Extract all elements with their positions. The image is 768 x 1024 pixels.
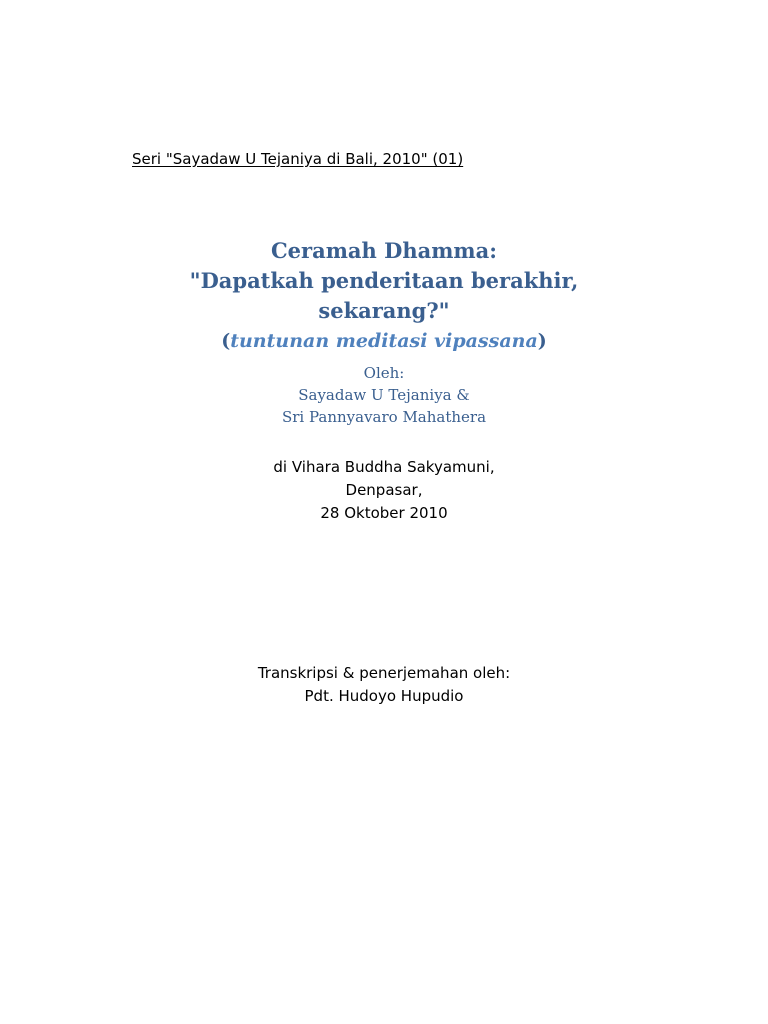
author-2: Sri Pannyavaro Mahathera	[281, 408, 487, 426]
subtitle-open-paren: (	[221, 330, 231, 352]
venue-block	[0, 456, 768, 525]
venue-line-1: di Vihara Buddha Sakyamuni,	[273, 458, 495, 476]
title-block	[0, 236, 768, 356]
venue-line-2: Denpasar,	[345, 481, 423, 499]
subtitle	[0, 326, 768, 356]
subtitle-text: tuntunan meditasi vipassana	[230, 330, 538, 352]
event-date: 28 Oktober 2010	[320, 504, 448, 522]
title-line-2: "Dapatkah penderitaan berakhir,	[189, 268, 579, 293]
title-line-1: Ceramah Dhamma:	[270, 238, 498, 263]
series-heading: Seri "Sayadaw U Tejaniya di Bali, 2010" (01)	[132, 150, 464, 168]
credits-line-1: Transkripsi & penerjemahan oleh:	[257, 664, 511, 682]
byline-label: Oleh:	[363, 364, 405, 382]
credits-block	[0, 662, 768, 708]
subtitle-close-paren: )	[537, 330, 547, 352]
credits-line-2: Pdt. Hudoyo Hupudio	[304, 687, 464, 705]
byline-block	[0, 362, 768, 428]
author-1: Sayadaw U Tejaniya &	[298, 386, 470, 404]
title-line-3: sekarang?"	[318, 298, 450, 323]
